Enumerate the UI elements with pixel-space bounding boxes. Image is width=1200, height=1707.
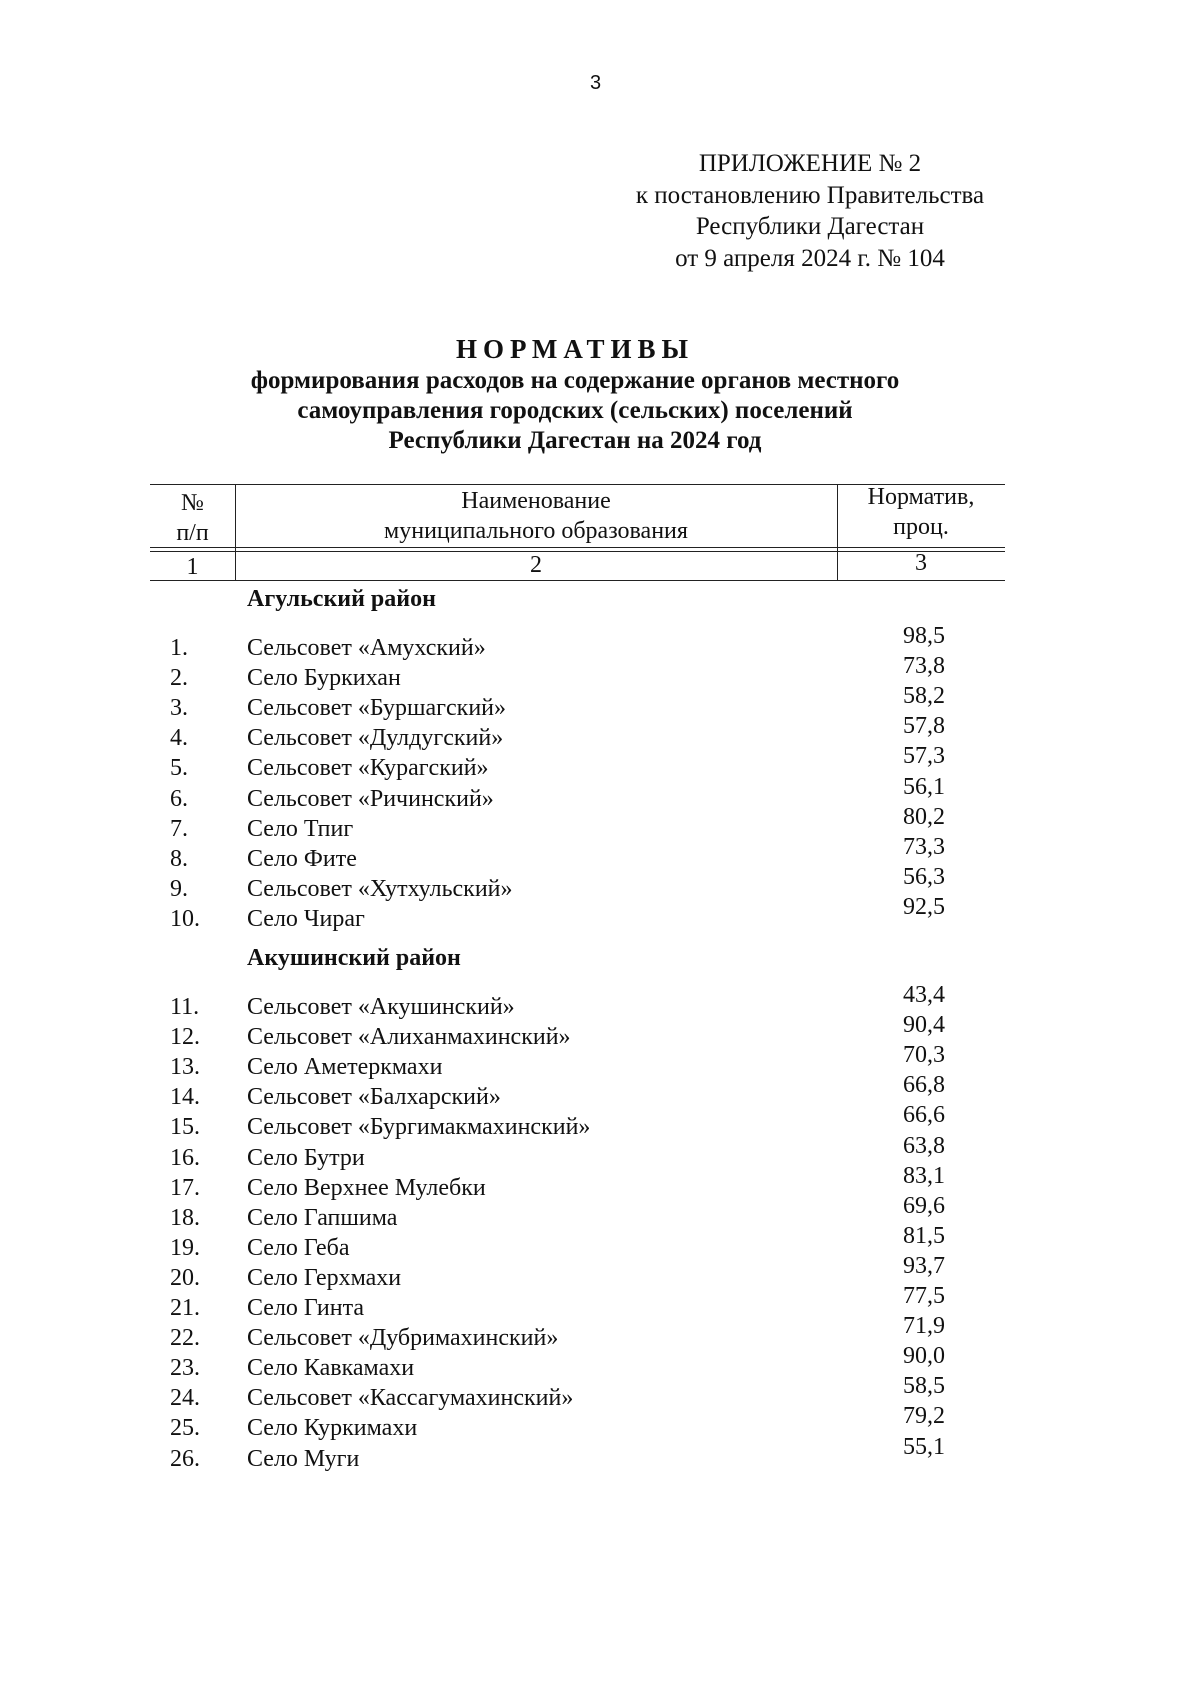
row-name: Село Кавкамахи <box>247 1355 415 1382</box>
header-name-line: муниципального образования <box>384 518 688 544</box>
table-row <box>150 683 1010 722</box>
row-number: 1. <box>170 635 188 661</box>
document-subtitle: самоуправления городских (сельских) поселений <box>297 397 853 424</box>
header-name-line: Наименование <box>461 488 611 514</box>
row-value: 69,6 <box>903 1192 945 1219</box>
table-row <box>150 1192 1010 1231</box>
row-name: Сельсовет «Алиханмахинский» <box>247 1024 571 1051</box>
row-number: 17. <box>170 1174 200 1201</box>
header-num-line: № <box>181 490 204 516</box>
row-value: 92,5 <box>903 893 945 920</box>
row-value: 66,6 <box>903 1102 945 1129</box>
row-value: 90,4 <box>903 1012 945 1039</box>
table-rule <box>150 580 1005 581</box>
row-name: Село Герхмахи <box>247 1264 402 1291</box>
row-number: 2. <box>170 665 188 692</box>
header-num-line: п/п <box>176 520 209 546</box>
row-number: 20. <box>170 1264 200 1291</box>
row-number: 26. <box>170 1445 200 1472</box>
table-row <box>150 1283 1010 1321</box>
header-norm-line: Норматив, <box>867 484 975 510</box>
row-value: 80,2 <box>903 803 945 830</box>
row-name: Сельсовет «Кассагумахинский» <box>247 1385 574 1412</box>
row-number: 3. <box>170 695 188 722</box>
page-number: 3 <box>590 72 602 94</box>
document-subtitle: формирования расходов на содержание органов местного <box>250 367 900 394</box>
appendix-reference: Республики Дагестан <box>695 213 925 240</box>
row-name: Село Чираг <box>247 905 365 932</box>
row-name: Сельсовет «Хутхульский» <box>247 875 513 902</box>
row-name: Село Муги <box>247 1445 360 1472</box>
row-value: 66,8 <box>903 1072 945 1099</box>
row-number: 6. <box>170 785 188 812</box>
table-row <box>150 1072 1010 1111</box>
table-row <box>150 893 1010 932</box>
table-row <box>150 1252 1010 1291</box>
column-number: 1 <box>186 554 199 580</box>
row-value: 56,1 <box>903 773 945 800</box>
header-norm <box>837 482 1005 542</box>
header-name <box>235 486 837 546</box>
table-row <box>150 1162 1010 1201</box>
row-number: 22. <box>170 1325 200 1352</box>
row-number: 19. <box>170 1234 200 1261</box>
table-row <box>150 833 1010 872</box>
row-name: Сельсовет «Дубримахинский» <box>247 1325 559 1352</box>
row-number: 7. <box>170 815 188 842</box>
row-value: 83,1 <box>903 1162 945 1189</box>
row-value: 79,2 <box>903 1403 945 1430</box>
row-value: 73,3 <box>903 833 945 860</box>
column-number: 2 <box>530 552 542 578</box>
appendix-reference: к постановлению Правительства <box>635 182 985 209</box>
row-value: 98,5 <box>903 623 945 649</box>
table-row <box>150 1132 1010 1171</box>
table-row <box>150 863 1010 902</box>
table-row <box>150 803 1010 842</box>
row-number: 5. <box>170 755 188 782</box>
table-row <box>150 1313 1010 1352</box>
row-number: 10. <box>170 905 200 932</box>
row-number: 11. <box>170 994 200 1020</box>
table-row <box>150 1222 1010 1261</box>
row-number: 16. <box>170 1144 200 1171</box>
row-name: Сельсовет «Амухский» <box>247 635 486 661</box>
row-name: Село Фите <box>247 845 357 872</box>
row-number: 15. <box>170 1114 200 1141</box>
row-value: 58,2 <box>903 683 945 710</box>
row-name: Село Бутри <box>247 1144 365 1171</box>
column-number: 3 <box>915 550 927 576</box>
row-name: Село Верхнее Мулебки <box>247 1174 486 1201</box>
table-row <box>150 1403 1010 1442</box>
row-name: Село Тпиг <box>247 815 354 842</box>
row-name: Сельсовет «Ричинский» <box>247 785 494 812</box>
row-number: 24. <box>170 1385 200 1412</box>
row-name: Сельсовет «Буршагский» <box>247 695 507 722</box>
row-name: Сельсовет «Бургимакмахинский» <box>247 1114 591 1141</box>
row-number: 25. <box>170 1415 200 1442</box>
row-name: Сельсовет «Акушинский» <box>247 994 515 1020</box>
row-name: Сельсовет «Балхарский» <box>247 1084 501 1111</box>
row-number: 21. <box>170 1295 200 1321</box>
table-row <box>150 1433 1010 1472</box>
table-row <box>150 1343 1010 1382</box>
row-number: 18. <box>170 1204 200 1231</box>
table-row <box>150 1373 1010 1412</box>
row-value: 43,4 <box>903 982 945 1008</box>
document-subtitle: Республики Дагестан на 2024 год <box>388 427 762 454</box>
table-row <box>150 773 1010 812</box>
row-value: 73,8 <box>903 653 945 680</box>
row-number: 14. <box>170 1084 200 1111</box>
row-name: Село Буркихан <box>247 665 401 692</box>
row-name: Село Геба <box>247 1234 350 1261</box>
document-title: НОРМАТИВЫ <box>455 334 695 364</box>
table-row <box>150 623 1010 661</box>
header-norm-line: проц. <box>893 514 949 540</box>
row-value: 70,3 <box>903 1042 945 1069</box>
row-number: 4. <box>170 725 188 752</box>
row-number: 13. <box>170 1054 200 1081</box>
row-value: 93,7 <box>903 1252 945 1279</box>
table-row <box>150 982 1010 1020</box>
row-value: 58,5 <box>903 1373 945 1400</box>
appendix-date: от 9 апреля 2024 г. № 104 <box>675 245 945 272</box>
row-name: Сельсовет «Курагский» <box>247 755 489 782</box>
row-number: 8. <box>170 845 188 872</box>
row-value: 81,5 <box>903 1222 945 1249</box>
header-num <box>150 488 235 548</box>
row-value: 56,3 <box>903 863 945 890</box>
appendix-number: ПРИЛОЖЕНИЕ № 2 <box>698 150 922 177</box>
row-name: Село Гинта <box>247 1295 365 1321</box>
row-value: 71,9 <box>903 1313 945 1340</box>
table-row <box>150 1012 1010 1051</box>
row-name: Село Гапшима <box>247 1204 398 1231</box>
row-value: 77,5 <box>903 1283 945 1309</box>
row-number: 12. <box>170 1024 200 1051</box>
row-number: 9. <box>170 875 188 902</box>
row-value: 90,0 <box>903 1343 945 1370</box>
table-row <box>150 1042 1010 1081</box>
section-heading: Акушинский район <box>247 945 461 971</box>
row-value: 63,8 <box>903 1132 945 1159</box>
section-heading: Агульский район <box>247 586 436 612</box>
table-row <box>150 713 1010 752</box>
row-number: 23. <box>170 1355 200 1382</box>
row-name: Сельсовет «Дулдугский» <box>247 725 504 752</box>
table-row <box>150 653 1010 692</box>
row-name: Село Аметеркмахи <box>247 1054 443 1081</box>
row-value: 57,8 <box>903 713 945 740</box>
row-value: 57,3 <box>903 743 945 770</box>
table-row <box>150 743 1010 782</box>
table-row <box>150 1102 1010 1141</box>
row-value: 55,1 <box>903 1433 945 1460</box>
row-name: Село Куркимахи <box>247 1415 418 1442</box>
